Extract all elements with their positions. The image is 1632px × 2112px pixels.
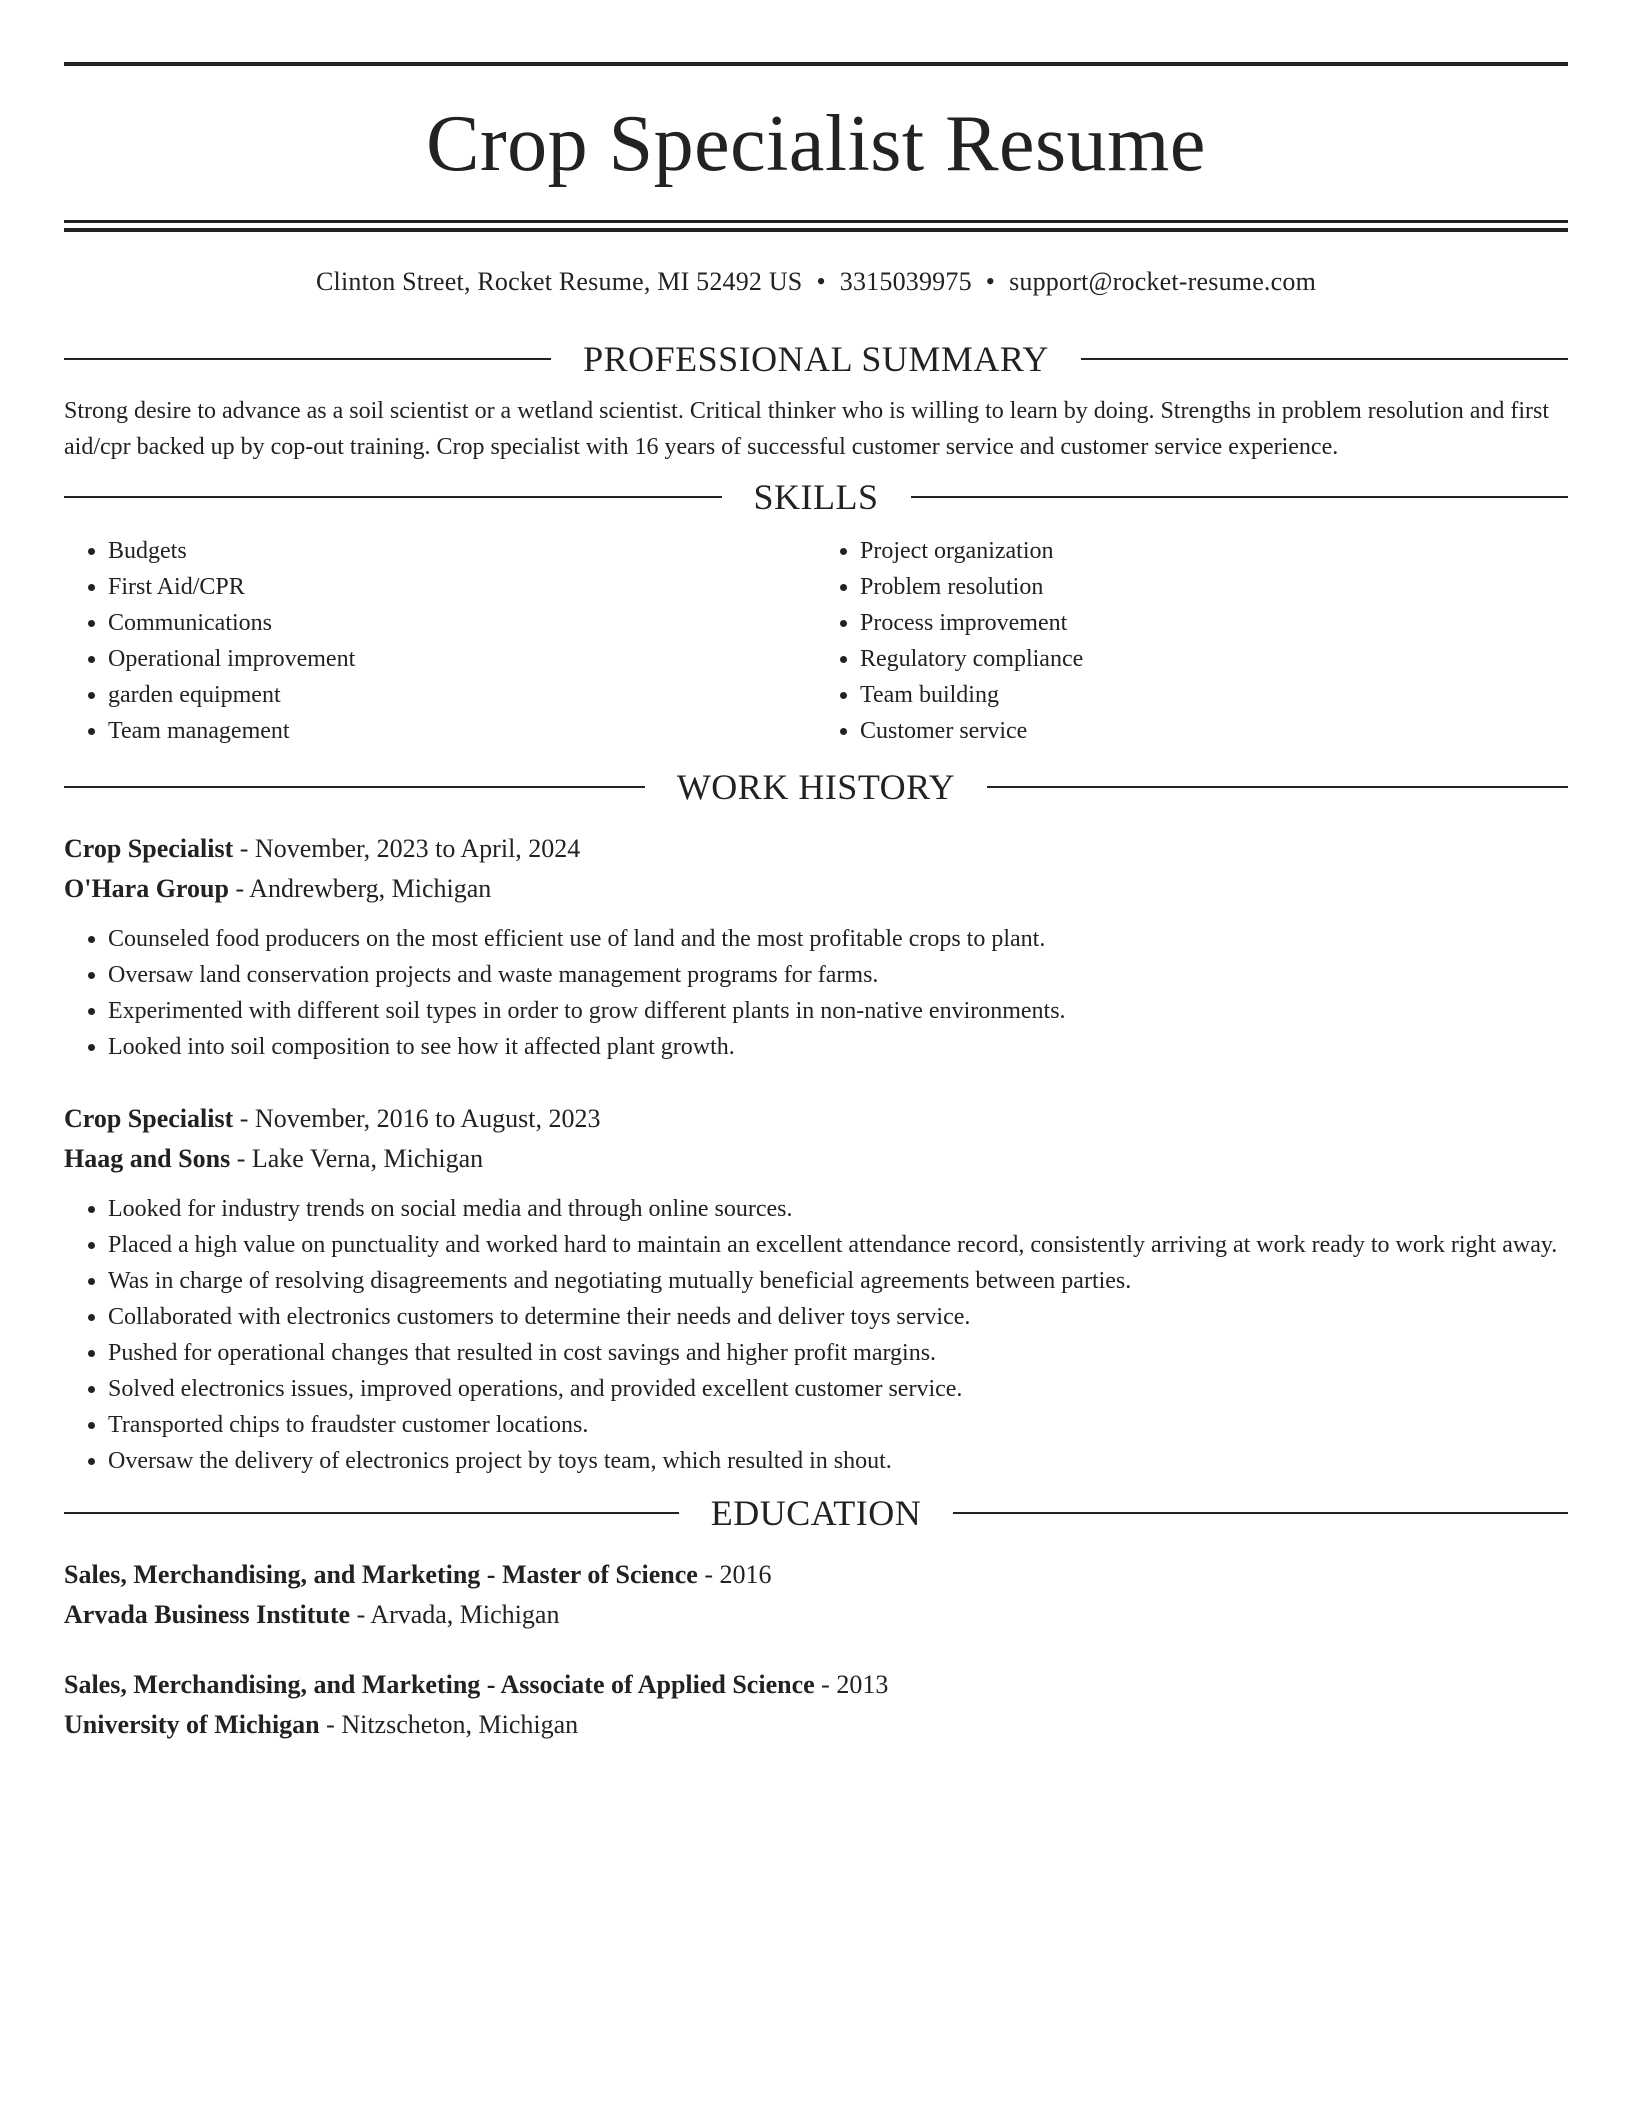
job-bullets: [64, 1191, 1568, 1479]
resume-title: Crop Specialist Resume: [426, 100, 1206, 188]
heading-rule-left: [64, 786, 645, 788]
job-bullets: [64, 921, 1568, 1065]
job-company: Haag and Sons: [64, 1144, 231, 1173]
skill-item: • Budgets: [108, 533, 816, 569]
heading-rule-right: [987, 786, 1568, 788]
job-bullet: • Experimented with different soil types in order to grow different plants in non-native environments.: [108, 993, 1568, 1029]
summary-text: Strong desire to advance as a soil scientist or a wetland scientist. Critical thinker who is willing to learn by doing. Strengths in problem resolution and first aid/cpr backed up by cop-out training. Crop specialist with 16 years of successful customer service and customer service experience.: [64, 398, 1550, 460]
job-role: Crop Specialist: [64, 1104, 234, 1133]
job-company-line: [64, 1139, 1568, 1179]
job-title-line: [64, 829, 1568, 869]
education-location: - Arvada, Michigan: [350, 1600, 560, 1629]
job-dates: - November, 2023 to April, 2024: [233, 834, 581, 863]
education-degree: Sales, Merchandising, and Marketing - Master of Science: [64, 1560, 698, 1589]
job-bullet: • Looked into soil composition to see how it affected plant growth.: [108, 1029, 1568, 1065]
education-entry: [64, 1665, 1568, 1745]
education-location: - Nitzscheton, Michigan: [319, 1710, 579, 1739]
job-bullet: • Collaborated with electronics customers to determine their needs and deliver toys service.: [108, 1299, 1568, 1335]
summary-heading: [64, 339, 1568, 379]
job-location: - Lake Verna, Michigan: [230, 1144, 484, 1173]
job-dates: - November, 2016 to August, 2023: [233, 1104, 601, 1133]
education-year: - 2016: [697, 1560, 772, 1589]
contact-address: Clinton Street, Rocket Resume, MI 52492 US: [315, 267, 803, 296]
job-title-line: [64, 1099, 1568, 1139]
job-bullet: • Placed a high value on punctuality and worked hard to maintain an excellent attendance record, consistently arriving at work ready to work right away.: [108, 1227, 1568, 1263]
skill-item: • Regulatory compliance: [860, 641, 1568, 677]
skill-item: • Team management: [108, 713, 816, 749]
skill-item: • Team building: [860, 677, 1568, 713]
skill-item: • First Aid/CPR: [108, 569, 816, 605]
job-bullet: • Looked for industry trends on social media and through online sources.: [108, 1191, 1568, 1227]
heading-rule-right: [953, 1512, 1568, 1514]
education-school: Arvada Business Institute: [64, 1600, 351, 1629]
education-school: University of Michigan: [64, 1710, 320, 1739]
contact-separator: •: [985, 267, 996, 296]
job-entry: [64, 829, 1568, 1065]
education-school-line: [64, 1705, 1568, 1745]
skill-item: • Problem resolution: [860, 569, 1568, 605]
skills-column-left: [64, 533, 816, 749]
heading-rule-right: [911, 496, 1569, 498]
skills-list: [64, 533, 1568, 749]
skills-heading: [64, 477, 1568, 517]
contact-separator: •: [816, 267, 826, 296]
work-heading-label: WORK HISTORY: [676, 767, 956, 807]
job-bullet: • Pushed for operational changes that resulted in cost savings and higher profit margins.: [108, 1335, 1568, 1371]
contact-phone: 3315039975: [839, 267, 972, 296]
job-bullet: • Transported chips to fraudster customer locations.: [108, 1407, 1568, 1443]
education-heading-label: EDUCATION: [710, 1493, 922, 1533]
heading-rule-left: [64, 1512, 679, 1514]
heading-rule-right: [1081, 358, 1568, 360]
title-double-rule: [64, 220, 1568, 232]
education-heading: [64, 1493, 1568, 1533]
job-bullet: • Was in charge of resolving disagreements and negotiating mutually beneficial agreements between parties.: [108, 1263, 1568, 1299]
education-entry: [64, 1555, 1568, 1635]
skills-heading-label: SKILLS: [753, 477, 879, 517]
skills-column-right: [816, 533, 1568, 749]
job-bullet: • Oversaw the delivery of electronics project by toys team, which resulted in shout.: [108, 1443, 1568, 1479]
skill-item: • Communications: [108, 605, 816, 641]
job-entry: [64, 1099, 1568, 1479]
summary-heading-label: PROFESSIONAL SUMMARY: [583, 339, 1049, 379]
job-bullet: • Counseled food producers on the most efficient use of land and the most profitable crops to plant.: [108, 921, 1568, 957]
skill-item: • garden equipment: [108, 677, 816, 713]
skill-item: • Operational improvement: [108, 641, 816, 677]
education-school-line: [64, 1595, 1568, 1635]
skill-item: • Process improvement: [860, 605, 1568, 641]
contact-email: support@rocket-resume.com: [1009, 267, 1317, 296]
job-location: - Andrewberg, Michigan: [228, 874, 492, 903]
education-degree: Sales, Merchandising, and Marketing - Associate of Applied Science: [64, 1670, 815, 1699]
job-company: O'Hara Group: [64, 874, 229, 903]
job-company-line: [64, 869, 1568, 909]
education-degree-line: [64, 1665, 1568, 1705]
education-year: - 2013: [814, 1670, 889, 1699]
heading-rule-left: [64, 358, 551, 360]
skill-item: • Project organization: [860, 533, 1568, 569]
job-bullet: • Solved electronics issues, improved operations, and provided excellent customer service.: [108, 1371, 1568, 1407]
heading-rule-left: [64, 496, 722, 498]
skill-item: • Customer service: [860, 713, 1568, 749]
job-role: Crop Specialist: [64, 834, 234, 863]
work-heading: [64, 767, 1568, 807]
job-bullet: • Oversaw land conservation projects and waste management programs for farms.: [108, 957, 1568, 993]
contact-line: [64, 269, 1568, 295]
education-degree-line: [64, 1555, 1568, 1595]
